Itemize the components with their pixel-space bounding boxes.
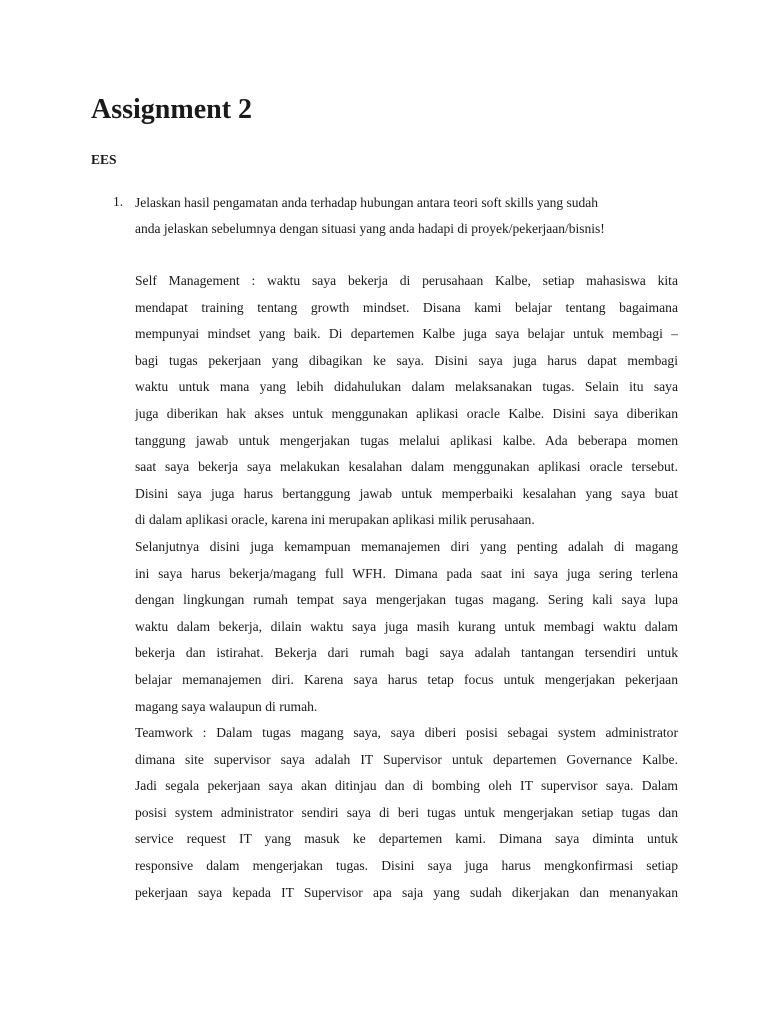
- paragraph-line: waktu untuk mana yang lebih didahulukan dalam melaksanakan tugas. Selain itu saya: [135, 379, 678, 395]
- paragraph-line: di dalam aplikasi oracle, karena ini merupakan aplikasi milik perusahaan.: [135, 512, 535, 528]
- paragraph-line: bekerja dan istirahat. Bekerja dari rumah bagi saya adalah tantangan tersendiri untuk: [135, 645, 678, 661]
- paragraph-line: Teamwork : Dalam tugas magang saya, saya diberi posisi sebagai system administrator: [135, 725, 678, 741]
- paragraph-line: Disini saya juga harus bertanggung jawab untuk memperbaiki kesalahan yang saya buat: [135, 485, 678, 501]
- paragraph-line: posisi system administrator sendiri saya di beri tugas untuk mengerjakan setiap tugas dan: [135, 804, 678, 820]
- paragraph-line: dengan lingkungan rumah tempat saya mengerjakan tugas magang. Sering kali saya lupa: [135, 592, 678, 608]
- paragraph-line: belajar memanajemen diri. Karena saya harus tetap focus untuk mengerjakan pekerjaan: [135, 671, 678, 687]
- paragraph-line: saat saya bekerja saya melakukan kesalahan dalam menggunakan aplikasi oracle tersebut.: [135, 459, 678, 475]
- document-subtitle: EES: [91, 152, 117, 167]
- question-number: 1.: [113, 194, 124, 209]
- paragraph-line: mendapat training tentang growth mindset. Disana kami belajar tentang bagaimana: [135, 299, 678, 315]
- question-line: anda jelaskan sebelumnya dengan situasi yang anda hadapi di proyek/pekerjaan/bisnis!: [135, 221, 605, 236]
- paragraph-line: ini saya harus bekerja/magang full WFH. Dimana pada saat ini saya juga sering terlena: [135, 565, 678, 581]
- paragraph-line: service request IT yang masuk ke departemen kami. Dimana saya diminta untuk: [135, 831, 678, 847]
- question-line: Jelaskan hasil pengamatan anda terhadap hubungan antara teori soft skills yang sudah: [135, 195, 598, 210]
- paragraph-line: mempunyai mindset yang baik. Di departemen Kalbe juga saya belajar untuk membagi –: [135, 326, 678, 342]
- document-title: Assignment 2: [91, 94, 253, 125]
- paragraph-line: Selanjutnya disini juga kemampuan memanajemen diri yang penting adalah di magang: [135, 538, 678, 554]
- paragraph-line: bagi tugas pekerjaan yang dibagikan ke saya. Disini saya juga harus dapat membagi: [135, 352, 678, 368]
- paragraph-line: Self Management : waktu saya bekerja di perusahaan Kalbe, setiap mahasiswa kita: [135, 273, 678, 288]
- paragraph-line: juga diberikan hak akses untuk menggunakan aplikasi oracle Kalbe. Disini saya diberikan: [135, 405, 678, 421]
- paragraph-line: dimana site supervisor saya adalah IT Supervisor untuk departemen Governance Kalbe.: [135, 751, 678, 767]
- paragraph-line: responsive dalam mengerjakan tugas. Disini saya juga harus mengkonfirmasi setiap: [135, 858, 678, 874]
- question-text: [135, 190, 680, 242]
- paragraph-line: pekerjaan saya kepada IT Supervisor apa saja yang sudah dikerjakan dan menanyakan: [135, 884, 678, 900]
- answer-body: [135, 268, 678, 906]
- paragraph-line: tanggung jawab untuk mengerjakan tugas melalui aplikasi kalbe. Ada beberapa momen: [135, 432, 678, 448]
- paragraph-line: Jadi segala pekerjaan saya akan ditinjau dan di bombing oleh IT supervisor saya. Dalam: [135, 778, 678, 794]
- paragraph-line: waktu dalam bekerja, dilain waktu saya juga masih kurang untuk membagi waktu dalam: [135, 618, 678, 634]
- paragraph-line: magang saya walaupun di rumah.: [135, 698, 318, 714]
